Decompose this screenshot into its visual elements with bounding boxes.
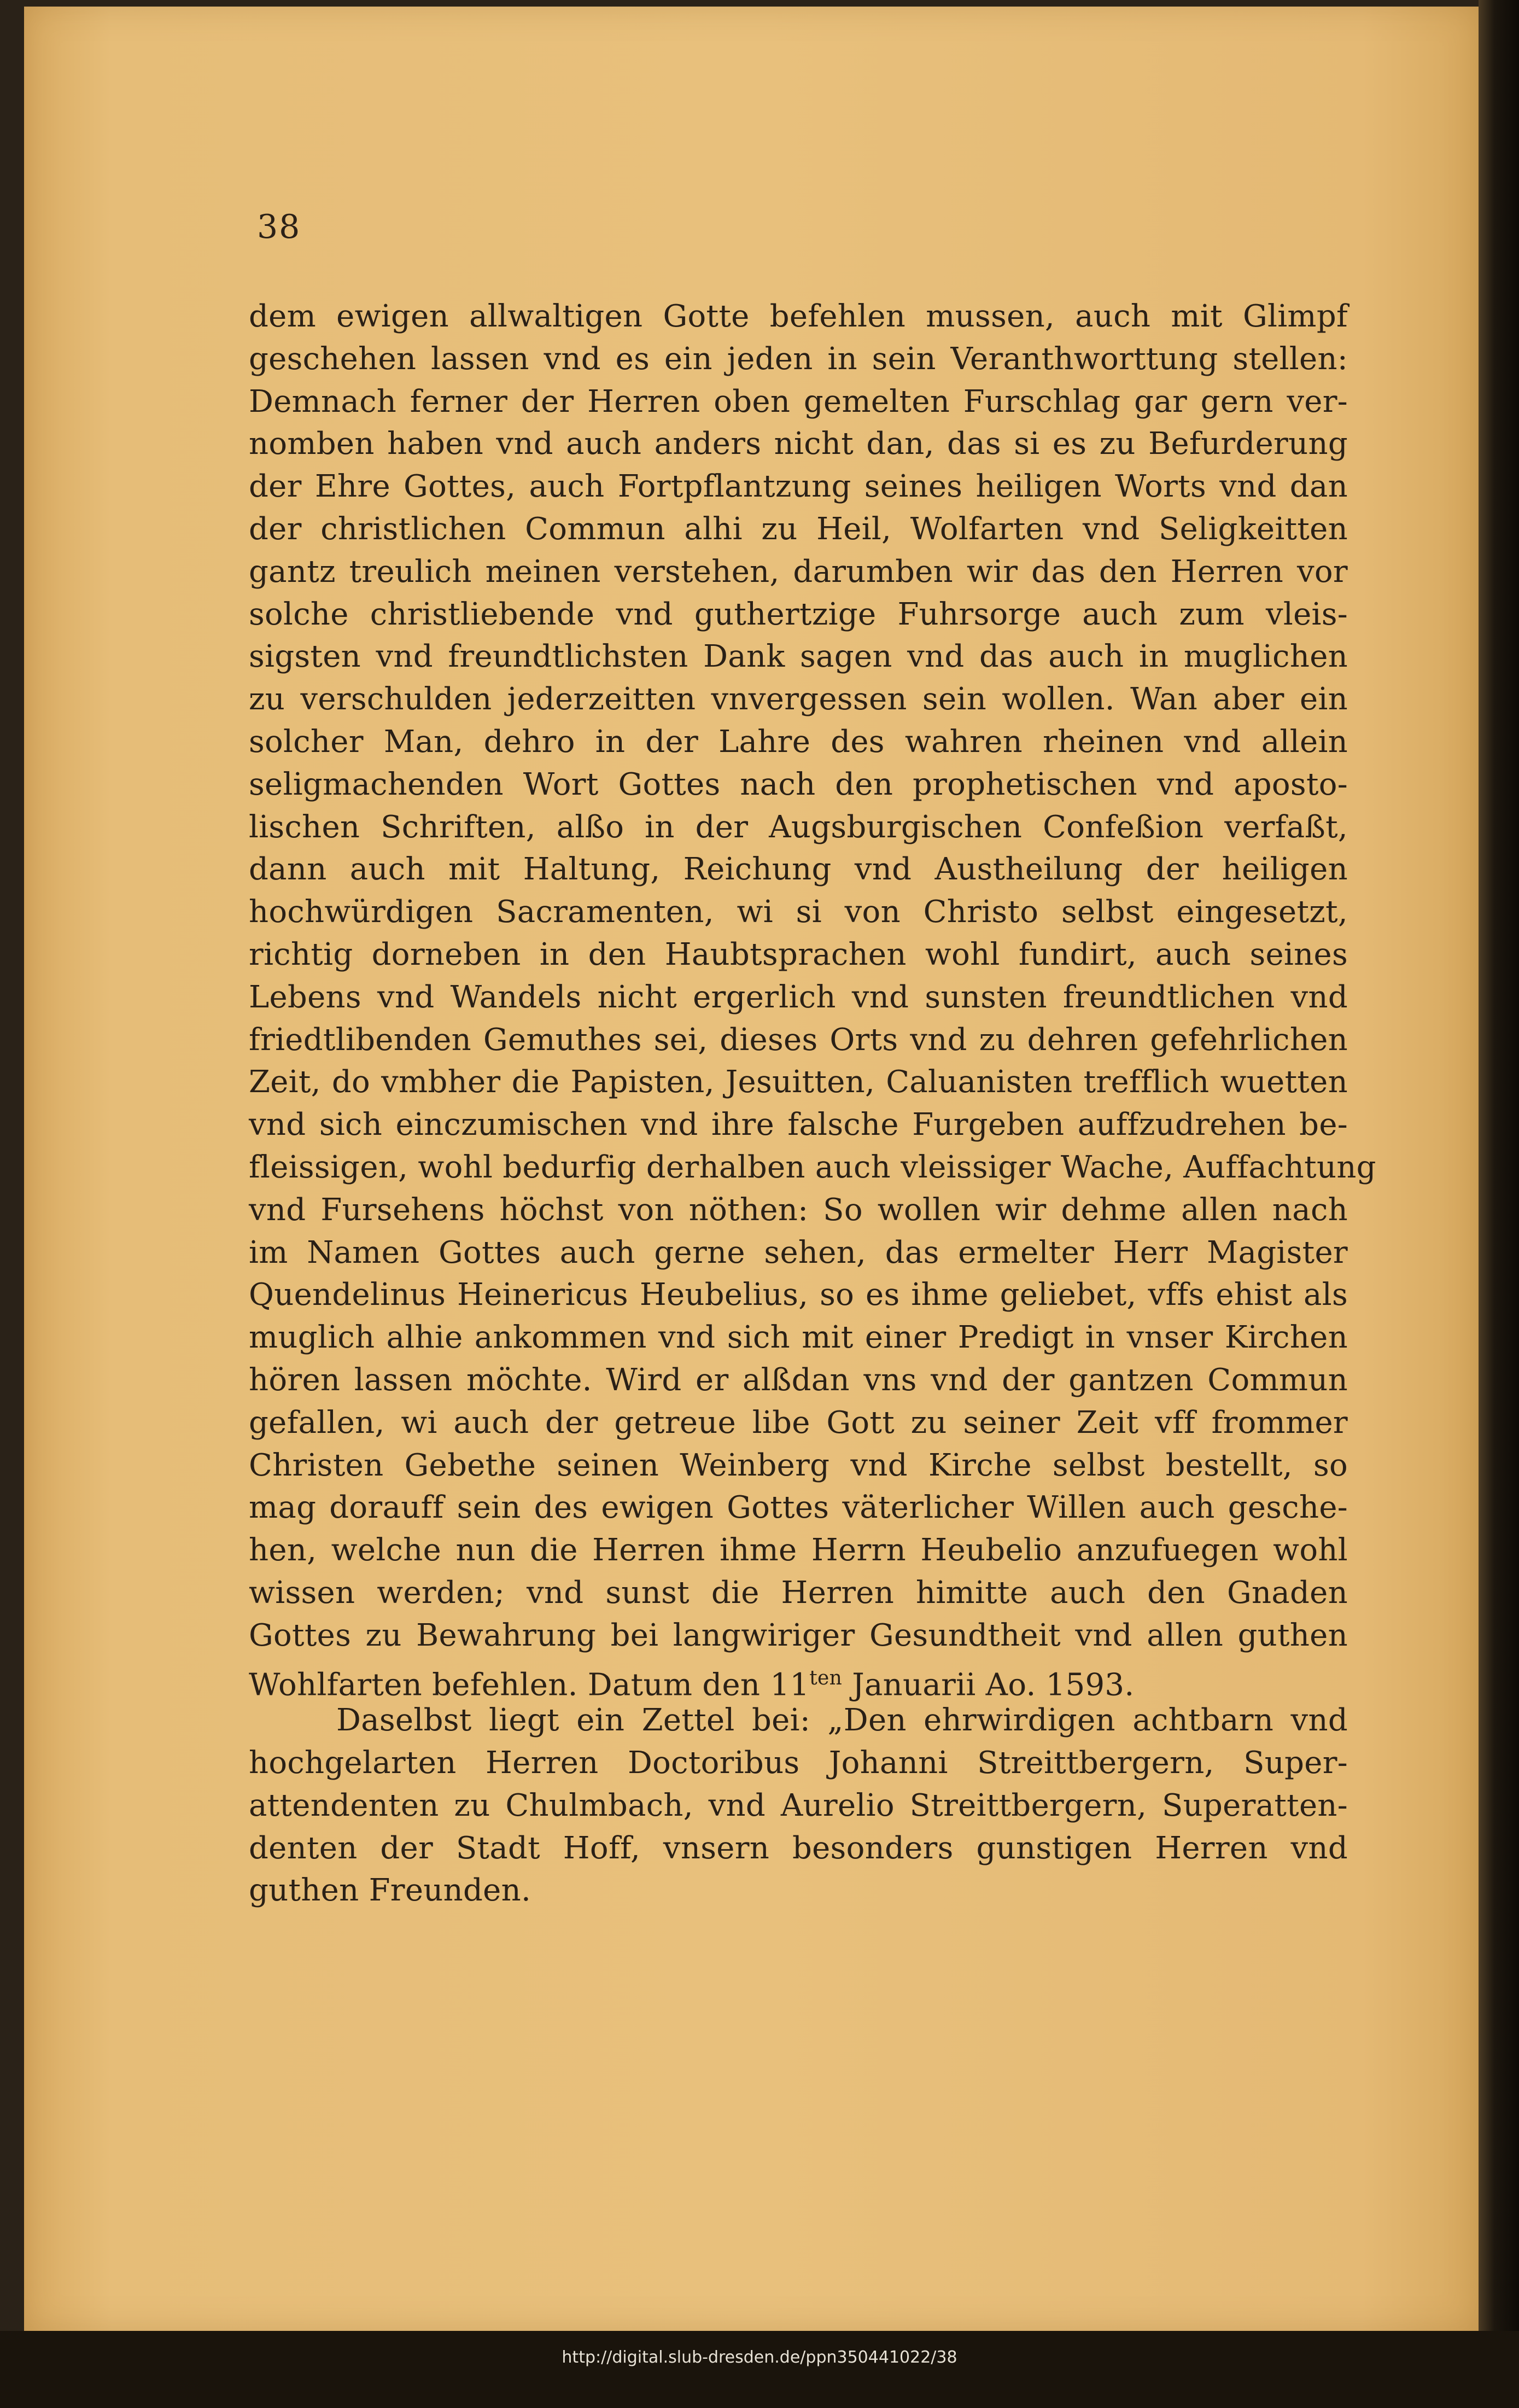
text-line: Demnach ferner der Herren oben gemelten Furschlag gar gern ver- [249, 383, 1348, 419]
body-text [249, 295, 1376, 1912]
text-line: denten der Stadt Hoff, vnsern besonders gunstigen Herren vnd [249, 1830, 1348, 1866]
text-line: Daselbst liegt ein Zettel bei: „Den ehrwirdigen achtbarn vnd [336, 1702, 1348, 1739]
text-line: dem ewigen allwaltigen Gotte befehlen mussen, auch mit Glimpf [249, 299, 1348, 334]
text-line: hören lassen möchte. Wird er alßdan vns vnd der gantzen Commun [249, 1362, 1348, 1398]
text-line: geschehen lassen vnd es ein jeden in sein Veranthworttung stellen: [249, 341, 1348, 377]
paragraph-note [249, 1699, 1348, 1912]
text-line: attendenten zu Chulmbach, vnd Aurelio Streittbergern, Superatten- [249, 1787, 1348, 1823]
footer-bar [0, 2331, 1519, 2408]
text-line: dann auch mit Haltung, Reichung vnd Austheilung der heiligen [249, 852, 1348, 888]
paragraph-letter [249, 295, 1376, 1657]
text-line: Christen Gebethe seinen Weinberg vnd Kirche selbst bestellt, so [249, 1447, 1348, 1483]
text-line: guthen Freunden. [249, 1873, 531, 1909]
text-line: hochgelarten Herren Doctoribus Johanni Streittbergern, Super- [249, 1745, 1348, 1781]
text-line: hen, welche nun die Herren ihme Herrn Heubelio anzufuegen wohl [249, 1532, 1348, 1569]
text-line: vnd Fursehens höchst von nöthen: So wollen wir dehme allen nach [249, 1192, 1348, 1228]
text-line: Zeit, do vmbher die Papisten, Jesuitten, Caluanisten trefflich wuetten [249, 1064, 1348, 1100]
closing-line-date: Januarii Ao. 1593. [842, 1667, 1135, 1703]
text-line: nomben haben vnd auch anders nicht dan, das si es zu Befurderung [249, 426, 1348, 462]
text-line: gefallen, wi auch der getreue libe Gott zu seiner Zeit vff frommer [249, 1404, 1348, 1441]
book-edge-shadow [1479, 0, 1519, 2408]
text-line: sigsten vnd freundtlichsten Dank sagen vnd das auch in muglichen [249, 639, 1348, 675]
text-line: der christlichen Commun alhi zu Heil, Wolfarten vnd Seligkeitten [249, 511, 1348, 547]
text-line: muglich alhie ankommen vnd sich mit einer Predigt in vnser Kirchen [249, 1320, 1348, 1356]
superscript-ten: ten [809, 1666, 843, 1689]
text-line: wissen werden; vnd sunst die Herren himitte auch den Gnaden [249, 1575, 1348, 1611]
text-line: seligmachenden Wort Gottes nach den prophetischen vnd aposto- [249, 766, 1348, 802]
text-line: solche christliebende vnd guthertzige Fuhrsorge auch zum vleis- [249, 596, 1348, 632]
text-line: hochwürdigen Sacramenten, wi si von Christo selbst eingesetzt, [249, 894, 1348, 930]
text-line: fleissigen, wohl bedurfig derhalben auch vleissiger Wache, Auffachtung [249, 1149, 1376, 1185]
text-line: vnd sich einczumischen vnd ihre falsche Furgeben auffzudrehen be- [249, 1107, 1348, 1143]
text-line: der Ehre Gottes, auch Fortpflantzung seines heiligen Worts vnd dan [249, 469, 1348, 505]
closing-line [249, 1657, 1348, 1703]
text-line: Lebens vnd Wandels nicht ergerlich vnd sunsten freundtlichen vnd [249, 979, 1348, 1015]
text-line: solcher Man, dehro in der Lahre des wahren rheinen vnd allein [249, 724, 1348, 760]
text-line: friedtlibenden Gemuthes sei, dieses Orts vnd zu dehren gefehrlichen [249, 1022, 1348, 1058]
text-line: zu verschulden jederzeitten vnvergessen sein wollen. Wan aber ein [249, 681, 1348, 718]
text-line: mag dorauff sein des ewigen Gottes väterlicher Willen auch gesche- [249, 1490, 1348, 1526]
text-line: Quendelinus Heinericus Heubelius, so es ihme geliebet, vffs ehist als [249, 1277, 1348, 1313]
page-number: 38 [257, 208, 301, 246]
text-line: im Namen Gottes auch gerne sehen, das ermelter Herr Magister [249, 1234, 1348, 1270]
text-line: richtig dorneben in den Haubtsprachen wohl fundirt, auch seines [249, 936, 1348, 972]
closing-line-text: Wohlfarten befehlen. Datum den 11 [249, 1667, 810, 1703]
text-line: lischen Schriften, alßo in der Augsburgischen Confeßion verfaßt, [249, 809, 1348, 845]
text-line: Gottes zu Bewahrung bei langwiriger Gesundtheit vnd allen guthen [249, 1617, 1348, 1653]
text-line: gantz treulich meinen verstehen, darumben wir das den Herren vor [249, 553, 1348, 590]
source-url-link[interactable]: http://digital.slub-dresden.de/ppn350441022/38 [562, 2348, 957, 2367]
